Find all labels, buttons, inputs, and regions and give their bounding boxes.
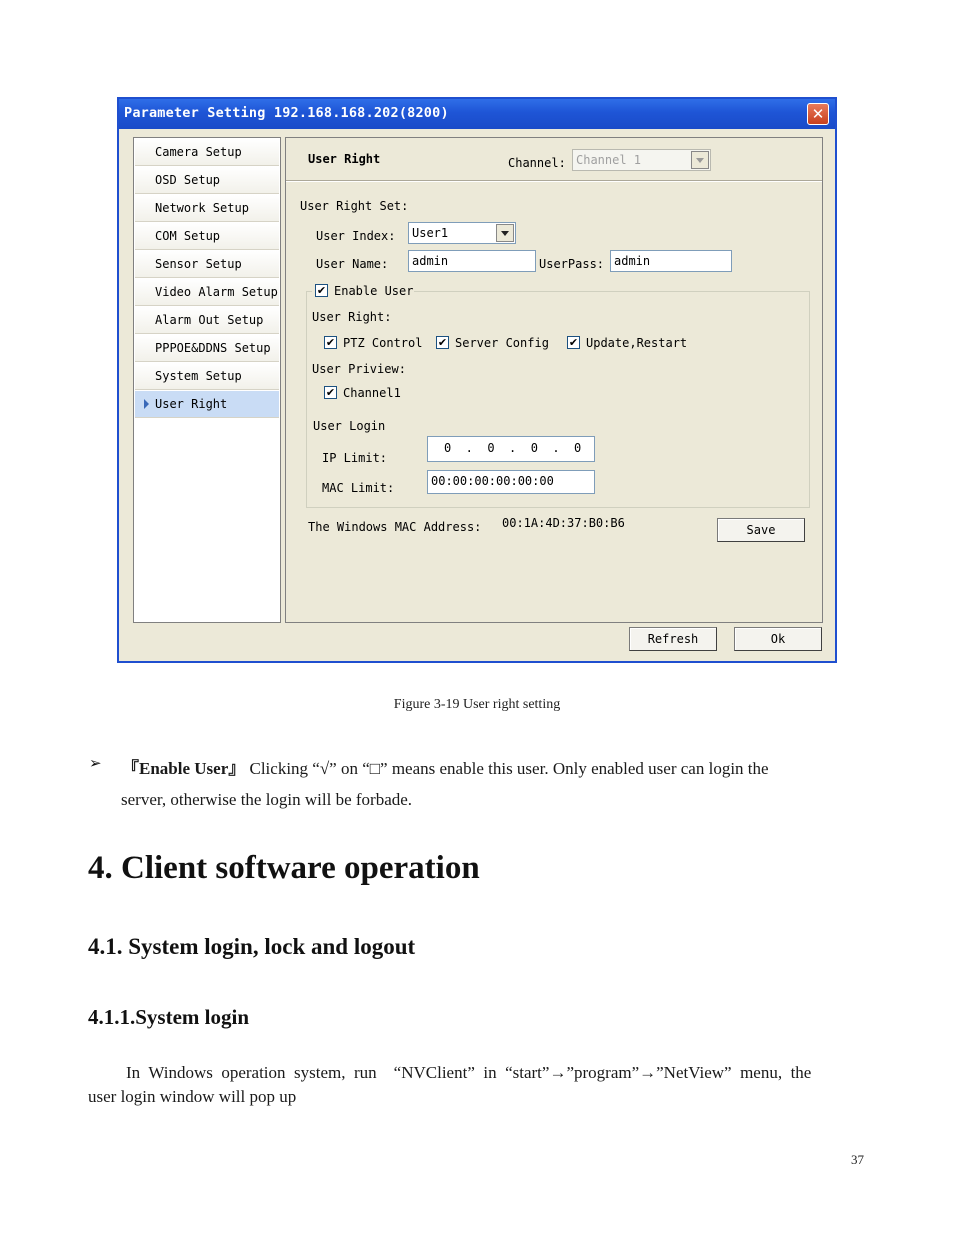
body-paragraph-line-1: In Windows operation system, run “NVClient” in “start”→”program”→”NetView” menu, the xyxy=(126,1063,812,1082)
user-pass-label: UserPass: xyxy=(539,257,605,271)
header-divider-highlight xyxy=(286,181,822,182)
channel1-label: Channel1 xyxy=(343,386,401,400)
title-bar[interactable] xyxy=(119,99,835,129)
section-title: User Right xyxy=(308,152,381,166)
nav-item-user-right[interactable]: User Right xyxy=(135,391,279,418)
nav-item-network-setup[interactable]: Network Setup xyxy=(135,195,279,222)
bullet-arrow-icon: ➢ xyxy=(89,754,102,772)
mac-limit-input[interactable]: 00:00:00:00:00:00 xyxy=(427,470,595,494)
nav-item-sensor-setup[interactable]: Sensor Setup xyxy=(135,251,279,278)
nav-item-alarm-out-setup[interactable]: Alarm Out Setup xyxy=(135,307,279,334)
chevron-down-icon[interactable] xyxy=(691,151,709,169)
enable-user-checkbox[interactable]: ✔ xyxy=(316,284,327,297)
bullet-text: Clicking “√” on “□” means enable this user. Only enabled user can login the xyxy=(245,759,769,778)
user-preview-label: User Priview: xyxy=(312,362,406,376)
update-restart-label: Update,Restart xyxy=(586,336,688,350)
user-right-label: User Right: xyxy=(312,310,392,324)
heading-system-login-lock-logout: 4.1. System login, lock and logout xyxy=(88,934,416,959)
nav-item-com-setup[interactable]: COM Setup xyxy=(135,223,279,250)
refresh-button[interactable]: Refresh xyxy=(629,627,717,651)
ptz-control-checkbox[interactable]: ✔ xyxy=(325,336,336,349)
user-login-label: User Login xyxy=(313,419,386,433)
ok-button[interactable]: Ok xyxy=(734,627,822,651)
server-config-checkbox[interactable]: ✔ xyxy=(437,336,448,349)
channel-select[interactable]: Channel 1 xyxy=(572,149,711,171)
user-index-label: User Index: xyxy=(316,229,396,243)
enable-user-term: 『Enable User』 xyxy=(122,759,246,778)
channel-label: Channel: xyxy=(508,156,566,170)
window-title: Parameter Setting 192.168.168.202(8200) xyxy=(124,105,449,121)
bullet-paragraph-line-2: server, otherwise the login will be forbade. xyxy=(121,790,413,809)
user-pass-input[interactable]: admin xyxy=(610,250,732,272)
ptz-control-label: PTZ Control xyxy=(343,336,423,350)
nav-item-osd-setup[interactable]: OSD Setup xyxy=(135,167,279,194)
body-paragraph-line-2: user login window will pop up xyxy=(88,1087,297,1106)
mac-limit-label: MAC Limit: xyxy=(322,481,395,495)
channel1-checkbox[interactable]: ✔ xyxy=(325,386,336,399)
user-name-label: User Name: xyxy=(316,257,389,271)
parameter-setting-dialog xyxy=(117,97,837,663)
page-number: 37 xyxy=(851,1152,864,1167)
selected-arrow-icon xyxy=(144,399,149,409)
windows-mac-label: The Windows MAC Address: xyxy=(308,520,482,534)
user-index-select[interactable]: User1 xyxy=(408,222,516,244)
user-right-panel xyxy=(285,137,823,623)
ip-limit-label: IP Limit: xyxy=(322,451,388,465)
close-icon[interactable]: ✕ xyxy=(807,103,829,125)
ip-limit-input[interactable]: 0 . 0 . 0 . 0 xyxy=(427,436,595,462)
heading-system-login: 4.1.1.System login xyxy=(88,1005,250,1029)
settings-nav xyxy=(133,137,281,623)
update-restart-checkbox[interactable]: ✔ xyxy=(568,336,579,349)
chevron-down-icon[interactable] xyxy=(496,224,514,242)
bullet-paragraph-line-1 xyxy=(122,754,769,779)
figure-caption: Figure 3-19 User right setting xyxy=(393,697,561,712)
save-button[interactable]: Save xyxy=(717,518,805,542)
user-right-set-label: User Right Set: xyxy=(300,199,409,213)
nav-item-pppoe-ddns-setup[interactable]: PPPOE&DDNS Setup xyxy=(135,335,279,362)
heading-client-software-operation: 4. Client software operation xyxy=(88,850,480,886)
user-name-input[interactable]: admin xyxy=(408,250,536,272)
server-config-label: Server Config xyxy=(455,336,549,350)
windows-mac-value: 00:1A:4D:37:B0:B6 xyxy=(502,516,625,530)
nav-item-video-alarm-setup[interactable]: Video Alarm Setup xyxy=(135,279,279,306)
nav-item-system-setup[interactable]: System Setup xyxy=(135,363,279,390)
enable-user-label: Enable User xyxy=(334,284,414,298)
groupbox-legend xyxy=(312,282,414,300)
nav-item-camera-setup[interactable]: Camera Setup xyxy=(135,139,279,166)
